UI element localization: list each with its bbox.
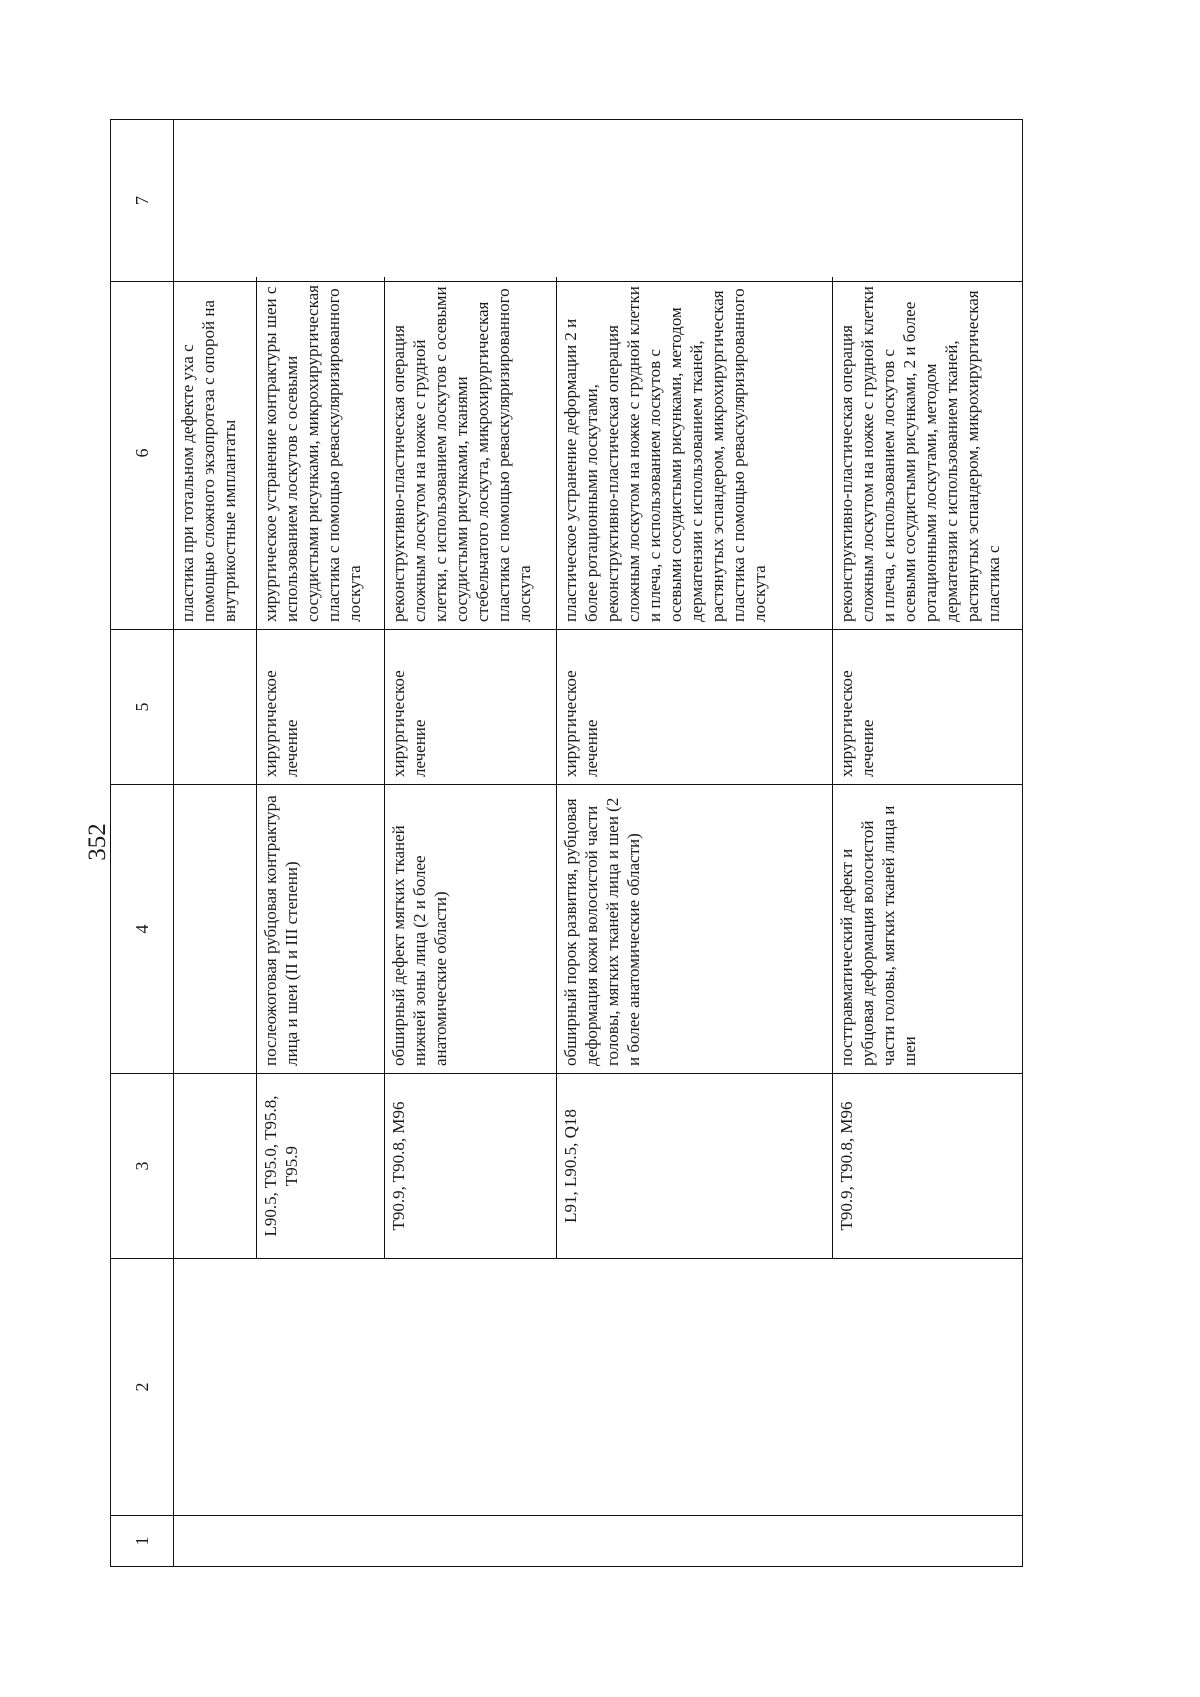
treatment-cell: хирургическое лечение (256, 630, 384, 785)
table-row (832, 277, 1022, 1258)
method-cell: пластика при тотальном дефекте уха с помощью сложного экзопротеза с опорой на внутрикостные имплантаты (174, 277, 256, 630)
col-header-1: 1 (111, 1516, 174, 1567)
table-row (174, 277, 256, 1258)
method-cell: реконструктивно-пластическая операция сложным лоскутом на ножке с грудной клетки, с использованием лоскутов с осевыми сосудистыми рисунками, тканями стебельчатого лоскута, микрохирургическая пластика с помощью реваскуляризированного лоскута (384, 277, 556, 630)
column-number-row (111, 120, 174, 1567)
code-cell: L91, L90.5, Q18 (556, 1074, 832, 1259)
col-header-5: 5 (111, 630, 173, 785)
procedures-table (110, 119, 1023, 1567)
col-1-cell (174, 1516, 1023, 1567)
col-header-7: 7 (111, 120, 174, 282)
procedures-block (174, 282, 1023, 1259)
col-header-4: 4 (111, 785, 173, 1074)
diagnosis-cell: обширный дефект мягких тканей нижней зоны лица (2 и более анатомические области) (384, 785, 556, 1074)
diagnosis-cell: обширный порок развития, рубцовая деформация кожи волосистой части головы, мягких тканей лица и шеи (2 и более анатомические области) (556, 785, 832, 1074)
code-cell (174, 1074, 256, 1259)
diagnosis-cell: послеожоговая рубцовая контрактура лица и шеи (II и III степени) (256, 785, 384, 1074)
col-header-3: 3 (111, 1074, 173, 1259)
treatment-cell: хирургическое лечение (832, 630, 1022, 785)
col-header-6: 6 (111, 277, 173, 630)
treatment-cell (174, 630, 256, 785)
method-cell: реконструктивно-пластическая операция сложным лоскутом на ножке с грудной клетки и плеча, с использованием лоскутов с осевыми сосудистыми рисунками, 2 и более ротационными лоскутами, методом дерматензии с использованием тканей, растянутых эспандером, микрохирургическая пластика с (832, 277, 1022, 630)
method-cell: хирургическое устранение контрактуры шеи с использованием лоскутов с осевыми сосудистыми рисунками, микрохирургическая пластика с помощью реваскуляризированного лоскута (256, 277, 384, 630)
code-cell: T90.9, T90.8, M96 (384, 1074, 556, 1259)
treatment-cell: хирургическое лечение (384, 630, 556, 785)
body-row (174, 120, 1023, 1567)
col-2-cell (174, 1259, 1023, 1516)
method-cell: пластическое устранение деформации 2 и более ротационными лоскутами, реконструктивно-пластическая операция сложным лоскутом на ножке с грудной клетки и плеча, с использованием лоскутов с осевыми сосудистыми рисунками, методом дерматензии с использованием тканей, растянутых эспандером, микрохирургическая пластика с помощью реваскуляризированного лоскута (556, 277, 832, 630)
col-header-3-6 (111, 282, 174, 1259)
diagnosis-cell: посттравматический дефект и рубцовая деформация волосистой части головы, мягких тканей лица и шеи (832, 785, 1022, 1074)
code-cell: T90.9, T90.8, M96 (832, 1074, 1022, 1259)
col-7-cell (174, 120, 1023, 282)
table-row (384, 277, 556, 1258)
page-number: 352 (84, 823, 111, 861)
col-header-2: 2 (111, 1259, 174, 1516)
treatment-cell: хирургическое лечение (556, 630, 832, 785)
table-row (556, 277, 832, 1258)
diagnosis-cell (174, 785, 256, 1074)
code-cell: L90.5, T95.0, T95.8, T95.9 (256, 1074, 384, 1259)
table-row (256, 277, 384, 1258)
